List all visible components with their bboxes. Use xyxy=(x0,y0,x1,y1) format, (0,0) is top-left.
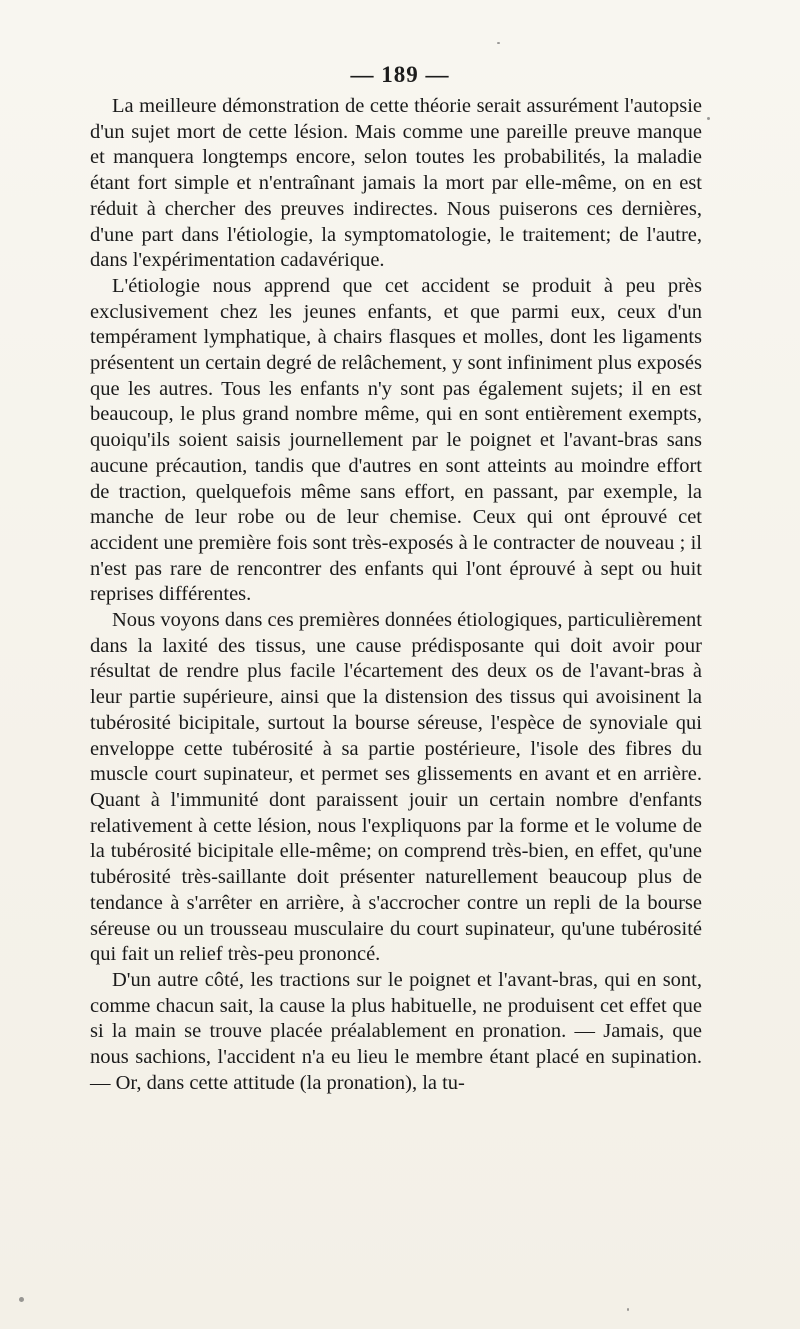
paragraph-3: Nous voyons dans ces premières données étiologiques, particulièrement dans la laxité des tissus, une cause prédisposante qui doit avoir pour résultat de rendre plus facile l'écartement des deux os de l'avant-bras à leur partie supérieure, ainsi que la distension des tissus qui avoisinent la tubérosité bicipitale, surtout la bourse séreuse, l'espèce de synoviale qui enveloppe cette tubérosité à sa partie postérieure, l'isole des fibres du muscle court supinateur, et permet ses glissements en avant et en arrière. Quant à l'immunité dont paraissent jouir un certain nombre d'enfants relativement à cette lésion, nous l'expliquons par la forme et le volume de la tubérosité bicipitale elle-même; on comprend très-bien, en effet, qu'une tubérosité très-saillante doit présenter naturellement beaucoup plus de tendance à s'arrêter en arrière, à s'accrocher contre un repli de la bourse séreuse ou un trousseau musculaire du court supinateur, qu'une tubérosité qui fait un relief très-peu prononcé. xyxy=(90,609,702,966)
paper-speck xyxy=(19,1297,24,1302)
paper-speck xyxy=(707,117,710,120)
paper-speck xyxy=(497,42,500,44)
paragraph-1: La meilleure démonstration de cette théorie serait assurément l'autopsie d'un sujet mort de cette lésion. Mais comme une pareille preuve manque et manquera longtemps encore, selon toutes les probabilités, la maladie étant fort simple et n'entraînant jamais la mort par elle-même, on en est réduit à chercher des preuves indirectes. Nous puiserons ces dernières, d'une part dans l'étiologie, la symptomatologie, le traitement; de l'autre, dans l'expérimentation cadavérique. xyxy=(90,95,702,272)
body-text xyxy=(90,94,702,1096)
paragraph-2: L'étiologie nous apprend que cet accident se produit à peu près exclusivement chez les jeunes enfants, et que parmi eux, ceux d'un tempérament lymphatique, à chairs flasques et molles, dont les ligaments présentent un certain degré de relâchement, y sont infiniment plus exposés que les autres. Tous les enfants n'y sont pas également sujets; il en est beaucoup, le plus grand nombre même, qui en sont entièrement exempts, quoiqu'ils soient saisis journellement par le poignet et l'avant-bras sans aucune précaution, tandis que d'autres en sont atteints au moindre effort de traction, quelquefois même sans effort, en passant, par exemple, la manche de leur robe ou de leur chemise. Ceux qui ont éprouvé cet accident une première fois sont très-exposés à le contracter de nouveau ; il n'est pas rare de rencontrer des enfants qui l'ont éprouvé à sept ou huit reprises différentes. xyxy=(90,274,702,606)
paragraph-4: D'un autre côté, les tractions sur le poignet et l'avant-bras, qui en sont, comme chacun sait, la cause la plus habituelle, ne produisent cet effet que si la main se trouve placée préalablement en pronation. — Jamais, que nous sachions, l'accident n'a eu lieu le membre étant placé en supination. — Or, dans cette attitude (la pronation), la tu- xyxy=(90,968,702,1094)
page-number: — 189 — xyxy=(350,62,450,87)
paper-speck xyxy=(627,1308,629,1311)
